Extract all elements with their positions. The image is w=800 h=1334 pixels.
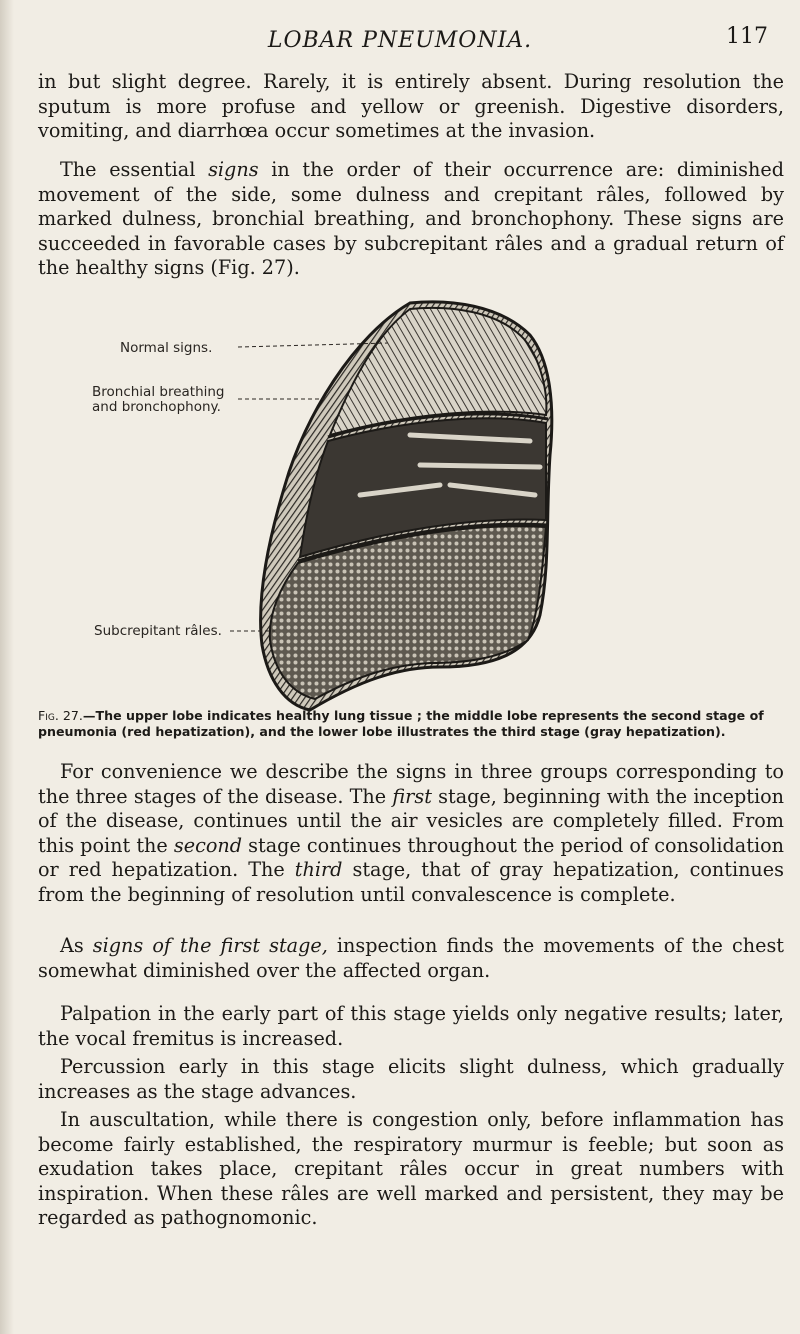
paragraph-palpation: Palpation in the early part of this stage yields only negative results; later, the vocal fremitus is increased. — [38, 1002, 784, 1050]
label-bronchial-line2: and bronchophony. — [92, 399, 221, 415]
label-normal-signs: Normal signs. — [120, 340, 213, 356]
text-run: in the order of their occurrence are: diminished movement of the side, some dulness and crepitant râles, followed by marked dulness, bronchial breathing, and bronchophony. These signs are succeeded in favorable cases by subcrepitant râles and a gradual return of the healthy signs (Fig. 27). — [38, 158, 784, 279]
figure-caption — [38, 708, 784, 740]
lung-illustration — [110, 295, 710, 725]
text-run: The essential — [60, 158, 209, 181]
text-run: As — [60, 934, 93, 957]
page-number: 117 — [726, 24, 768, 49]
label-subcrepitant: Subcrepitant râles. — [94, 623, 222, 639]
italic-run: third — [294, 858, 343, 881]
text-run: inspection finds the movements of the chest somewhat diminished over the affected organ. — [38, 934, 784, 982]
paragraph-percussion: Percussion early in this stage elicits slight dulness, which gradually increases as the stage advances. — [38, 1055, 784, 1103]
caption-text: —The upper lobe indicates healthy lung tissue ; the middle lobe represents the second stage of pneumonia (red hepatization), and the lower lobe illustrates the third stage (gray hepatization). — [38, 708, 764, 739]
text-run: stage continues throughout the period of consolidation or red hepatization. The — [38, 833, 785, 881]
caption-label: Fig. 27. — [38, 708, 83, 723]
text-run: For convenience we describe the signs in three groups corresponding to the three stages of the disease. The — [38, 760, 784, 808]
paragraph-auscultation: In auscultation, while there is congestion only, before inflammation has become fairly established, the respiratory murmur is feeble; but soon as exudation takes place, crepitant râles occur in great numbers with inspiration. When these râles are well marked and persistent, they may be regarded as pathognomonic. — [38, 1108, 784, 1229]
running-title: LOBAR PNEUMONIA. — [267, 28, 533, 53]
italic-run: second — [173, 833, 243, 857]
paragraph-continuation: in but slight degree. Rarely, it is entirely absent. During resolution the sputum is more profuse and yellow or greenish. Digestive disorders, vomiting, and diarrhœa occur sometimes at the invasion. — [38, 70, 784, 142]
italic-run: signs — [208, 158, 259, 181]
italic-run: first — [392, 784, 432, 808]
paragraph-inspection — [38, 934, 784, 983]
italic-run: signs of the first stage, — [92, 934, 328, 957]
paragraph-essential-signs — [38, 158, 784, 281]
paragraph-three-stages — [38, 760, 784, 907]
text-run: stage, that of gray hepatization, continues from the beginning of resolution until convalescence is complete. — [38, 858, 784, 906]
page-edge-shadow — [0, 0, 14, 1334]
figure-27 — [92, 295, 710, 725]
label-bronchial-line1: Bronchial breathing — [92, 384, 225, 400]
text-run: stage, beginning with the inception of the disease, continues until the air vesicles are completely filled. From this point the — [38, 784, 784, 857]
